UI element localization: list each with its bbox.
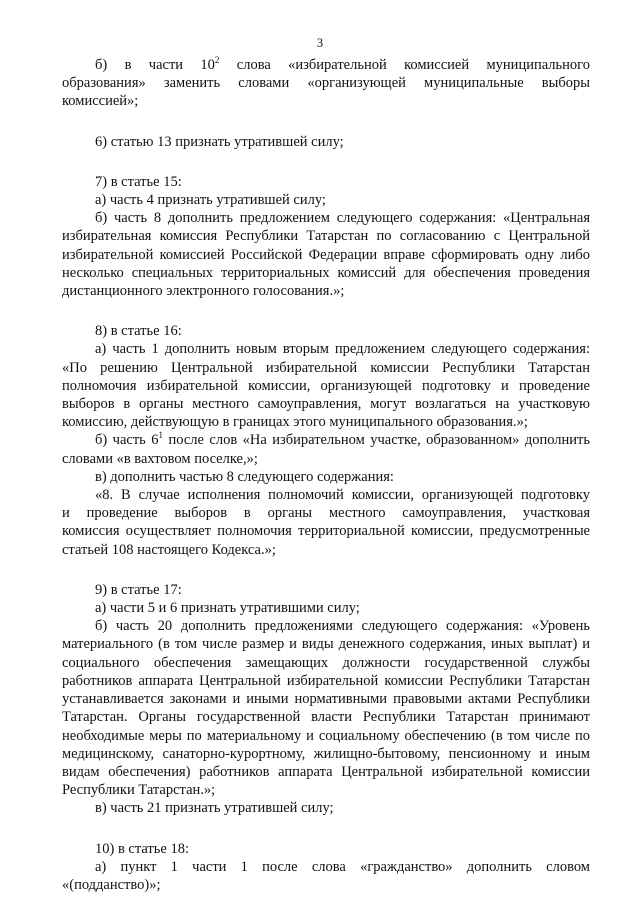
text-line: Республики Татарстан.»; [62, 782, 216, 799]
list-item: а) части 5 и 6 признать утратившими силу; [95, 600, 360, 617]
text-line: «(подданство)»; [62, 876, 161, 893]
paragraph [62, 431, 590, 449]
text-line: и проведение выборов в органы местного самоуправления, участковая [62, 505, 590, 522]
text-line: а) часть 1 дополнить новым вторым предложением следующего содержания: [95, 341, 590, 358]
page-number: 3 [316, 36, 324, 50]
text-line: б) часть 8 дополнить предложением следующего содержания: «Центральная [95, 210, 590, 227]
text-line: слова «избирательной комиссией муниципального [219, 57, 590, 73]
section-heading: 9) в статье 17: [95, 581, 182, 598]
text-line: Татарстан. Органы государственной власти Республики Татарстан принимают [62, 709, 590, 726]
section-heading: 10) в статье 18: [95, 840, 189, 857]
text-line: материального (в том числе размер и виды денежного содержания, иных выплат) и [62, 636, 590, 653]
text-line: избирательная комиссия Республики Татарстан по согласованию с Центральной [62, 228, 590, 245]
text-line: словами «в вахтовом поселке,»; [62, 450, 258, 467]
text-line: видам обеспечения) работников аппарата Центральной избирательной комиссии [62, 763, 590, 780]
list-item: 6) статью 13 признать утратившей силу; [95, 133, 344, 150]
text-line: а) пункт 1 части 1 после слова «гражданство» дополнить словом [95, 858, 590, 875]
text-line: б) часть 20 дополнить предложениями следующего содержания: «Уровень [95, 618, 590, 635]
text-line: комиссия осуществляет полномочия территориальной комиссии, предусмотренные [62, 523, 590, 540]
section-heading: 7) в статье 15: [95, 173, 182, 190]
text-line: после слов «На избирательном участке, образованном» дополнить [163, 432, 591, 449]
text-line: медицинскому, санаторно-курортному, жилищно-бытовому, пенсионному и иным [62, 745, 590, 762]
text-line: работников аппарата Центральной избирательной комиссии Республики Татарстан [62, 672, 590, 689]
text-line: выборов в органы местного самоуправления, могут возлагаться на участковую [62, 396, 590, 413]
text-line: социального обеспечения замещающих должности государственной службы [62, 654, 590, 671]
text-line: полномочия избирательной комиссии, организующей подготовку и проведение [62, 377, 590, 394]
text-line: б) часть 6 [95, 432, 159, 449]
text-line: устанавливается законами и иными нормативными правовыми актами Республики [62, 691, 590, 708]
text-line: б) в части 10 [95, 57, 215, 73]
paragraph [62, 56, 590, 74]
text-line: «8. В случае исполнения полномочий комиссии, организующей подготовку [95, 487, 590, 504]
superscript: 2 [214, 55, 220, 66]
text-line: комиссией»; [62, 93, 139, 110]
text-line: дистанционного электронного голосования.»; [62, 283, 345, 300]
list-item: в) часть 21 признать утратившей силу; [95, 800, 334, 817]
text-line: статьей 108 настоящего Кодекса.»; [62, 541, 276, 558]
list-item: в) дополнить частью 8 следующего содержания: [95, 468, 394, 485]
text-line: образования» заменить словами «организующей муниципальные выборы [62, 75, 590, 92]
text-line: комиссию, действующую в границах этого муниципального образования.»; [62, 414, 528, 431]
section-heading: 8) в статье 16: [95, 323, 182, 340]
superscript: 1 [158, 430, 164, 441]
document-body [62, 56, 590, 894]
text-line: необходимые меры по материальному и социальному обеспечению (в том числе по [62, 727, 590, 744]
text-line: несколько специальных территориальных комиссий для обеспечения проведения [62, 264, 590, 281]
text-line: «По решению Центральной избирательной комиссии Республики Татарстан [62, 359, 590, 376]
list-item: а) часть 4 признать утратившей силу; [95, 192, 326, 209]
text-line: избирательной комиссией Российской Федерации вправе сформировать одну либо [62, 246, 590, 263]
